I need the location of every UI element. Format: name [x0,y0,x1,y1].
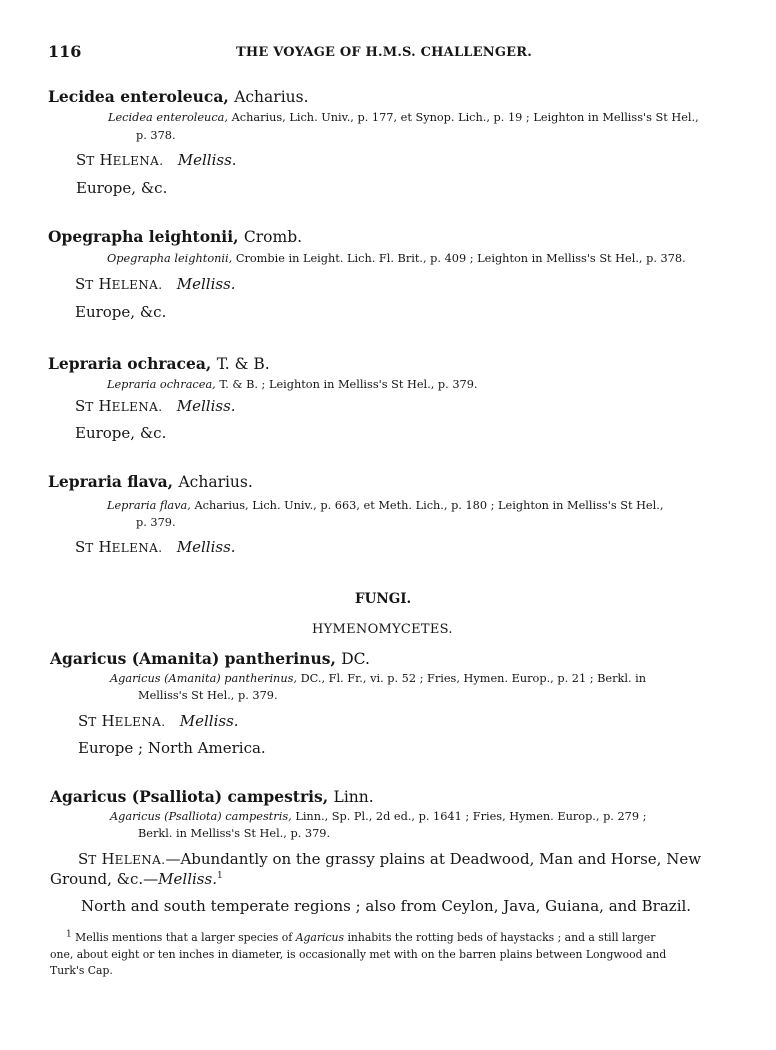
habitat-continuation: Ground, &c.—Melliss.$^1$ [50,870,223,888]
reference-line: Lepraria ochracea, T. & B. ; Leighton in Melliss's St Hel., p. 379. [107,378,478,391]
distribution-line: North and south temperate regions ; also from Ceylon, Java, Guiana, and Brazil. [81,897,692,915]
locality-line: ST HELENA. Melliss. [75,275,236,293]
reference-line: Agaricus (Psalliota) campestris, Linn., Sp. Pl., 2d ed., p. 1641 ; Fries, Hymen. Europ., p. 279 ; [110,810,647,823]
species-heading: Agaricus (Psalliota) campestris, Linn. [50,787,374,806]
footnote-line: Turk's Cap. [50,964,113,977]
locality-line: ST HELENA. Melliss. [78,712,239,730]
footnote-line: $^1$ Mellis mentions that a larger species of Agaricus inhabits the rotting beds of haystacks ; and a still larger [66,929,656,944]
reference-line: Agaricus (Amanita) pantherinus, DC., Fl. Fr., vi. p. 52 ; Fries, Hymen. Europ., p. 21 ; Berkl. in [110,672,647,685]
distribution-line: Europe ; North America. [78,739,266,757]
species-heading: Lepraria ochracea, T. & B. [48,354,270,373]
running-title: THE VOYAGE OF H.M.S. CHALLENGER. [236,45,532,60]
reference-line: Lecidea enteroleuca, Acharius, Lich. Univ., p. 177, et Synop. Lich., p. 19 ; Leighton in Melliss's St Hel., [108,111,699,124]
section-title: FUNGI. [355,591,412,607]
footnote-line: one, about eight or ten inches in diameter, is occasionally met with on the barren plains between Longwood and [50,948,667,961]
reference-continuation: Berkl. in Melliss's St Hel., p. 379. [138,827,331,840]
distribution-line: Europe, &c. [75,424,167,442]
reference-continuation: p. 379. [136,516,176,529]
species-heading: Lecidea enteroleuca, Acharius. [48,87,309,106]
habitat-line: ST HELENA.—Abundantly on the grassy plains at Deadwood, Man and Horse, New [78,850,702,868]
distribution-line: Europe, &c. [75,303,167,321]
page-number: 116 [48,42,82,61]
distribution-line: Europe, &c. [76,179,168,197]
locality-line: ST HELENA. Melliss. [75,538,236,556]
reference-line: Lepraria flava, Acharius, Lich. Univ., p. 663, et Meth. Lich., p. 180 ; Leighton in Melliss's St Hel., [107,499,664,512]
reference-line: Opegrapha leightonii, Crombie in Leight. Lich. Fl. Brit., p. 409 ; Leighton in Melliss's St Hel., p. 378. [107,252,686,265]
reference-continuation: Melliss's St Hel., p. 379. [138,689,278,702]
footnote-reference: 1 [216,871,223,881]
species-heading: Lepraria flava, Acharius. [48,472,253,491]
section-subtitle: HYMENOMYCETES. [312,622,453,637]
species-heading: Agaricus (Amanita) pantherinus, DC. [50,649,370,668]
locality-line: ST HELENA. Melliss. [75,397,236,415]
reference-continuation: p. 378. [136,129,176,142]
locality-line: ST HELENA. Melliss. [76,151,237,169]
species-heading: Opegrapha leightonii, Cromb. [48,227,303,246]
